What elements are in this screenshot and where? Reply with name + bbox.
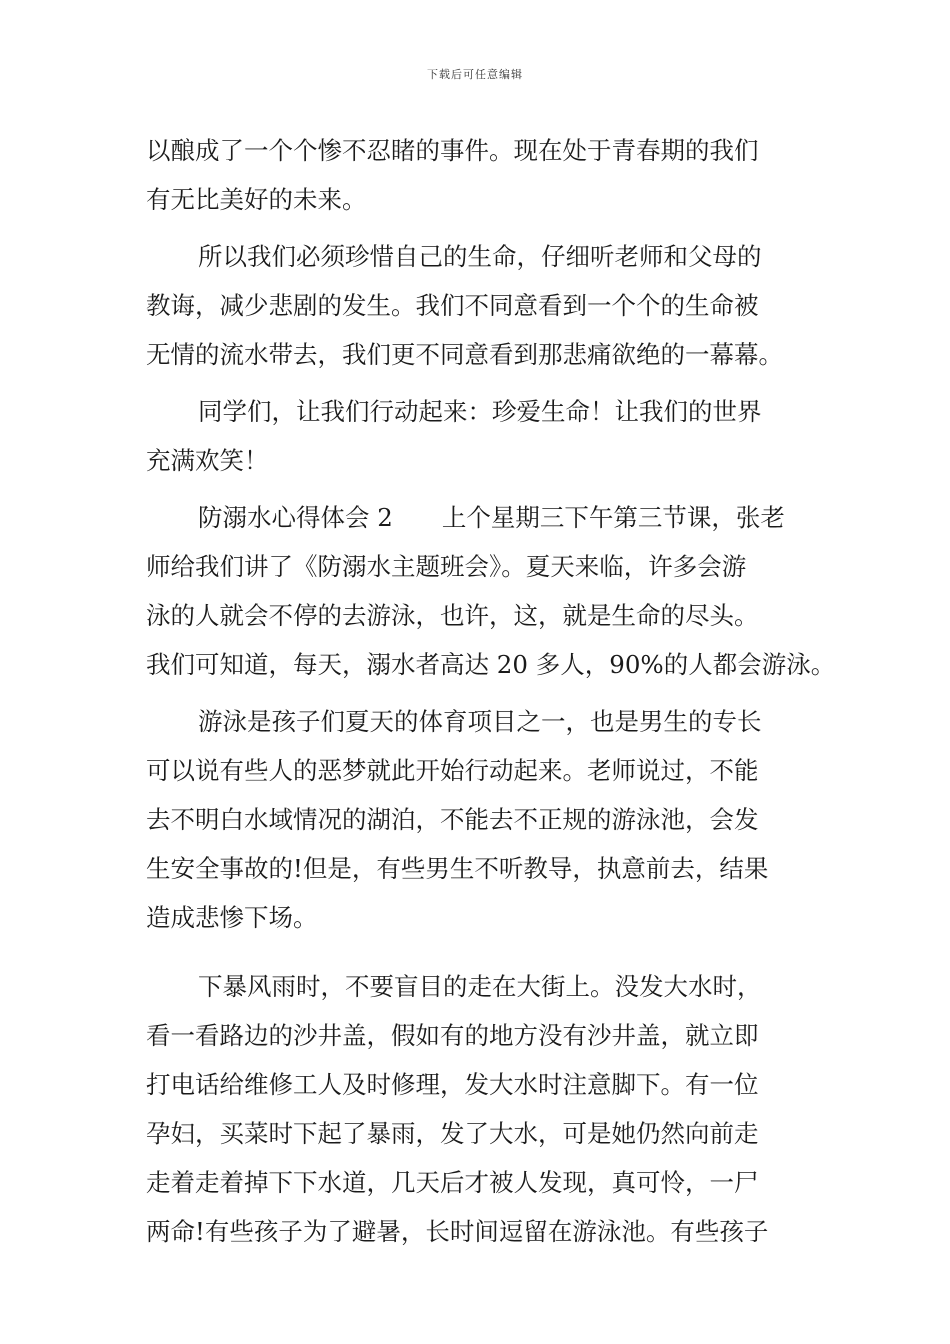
paragraph-start-line: 所以我们必须珍惜自己的生命，仔细听老师和父母的	[198, 242, 762, 271]
text-line: 孕妇，买菜时下起了暴雨，发了大水，可是她仍然向前走	[146, 1119, 759, 1148]
section-heading-line: 防溺水心得体会 2 上个星期三下午第三节课，张老	[198, 503, 785, 532]
paragraph-start-line: 下暴风雨时，不要盲目的走在大街上。没发大水时，	[198, 972, 762, 1001]
text-line: 去不明白水域情况的湖泊，不能去不正规的游泳池，会发	[146, 805, 759, 834]
text-line: 可以说有些人的恶梦就此开始行动起来。老师说过，不能	[146, 756, 759, 785]
text-line: 教诲，减少悲剧的发生。我们不同意看到一个个的生命被	[146, 291, 759, 320]
text-line: 充满欢笑！	[146, 446, 269, 475]
text-line: 造成悲惨下场。	[146, 903, 318, 932]
text-line: 无情的流水带去，我们更不同意看到那悲痛欲绝的一幕幕。	[146, 340, 783, 369]
text-line: 打电话给维修工人及时修理，发大水时注意脚下。有一位	[146, 1070, 759, 1099]
text-line: 泳的人就会不停的去游泳，也许，这，就是生命的尽头。	[146, 601, 759, 630]
page-header-note: 下载后可任意编辑	[427, 68, 523, 81]
text-line: 两命!有些孩子为了避暑，长时间逗留在游泳池。有些孩子	[146, 1217, 769, 1246]
text-line: 以酿成了一个个惨不忍睹的事件。现在处于青春期的我们	[146, 136, 759, 165]
text-line: 有无比美好的未来。	[146, 185, 367, 214]
text-line: 生安全事故的!但是，有些男生不听教导，执意前去，结果	[146, 854, 769, 883]
paragraph-start-line: 游泳是孩子们夏天的体育项目之一，也是男生的专长	[198, 707, 762, 736]
paragraph-start-line: 同学们，让我们行动起来：珍爱生命！让我们的世界	[198, 397, 762, 426]
text-line: 走着走着掉下下水道，几天后才被人发现，真可怜，一尸	[146, 1168, 759, 1197]
text-line: 看一看路边的沙井盖，假如有的地方没有沙井盖，就立即	[146, 1021, 759, 1050]
text-line: 师给我们讲了《防溺水主题班会》。夏天来临，许多会游	[146, 552, 747, 581]
document-body	[146, 126, 836, 1256]
text-line: 我们可知道，每天，溺水者高达 20 多人，90%的人都会游泳。	[146, 650, 836, 679]
